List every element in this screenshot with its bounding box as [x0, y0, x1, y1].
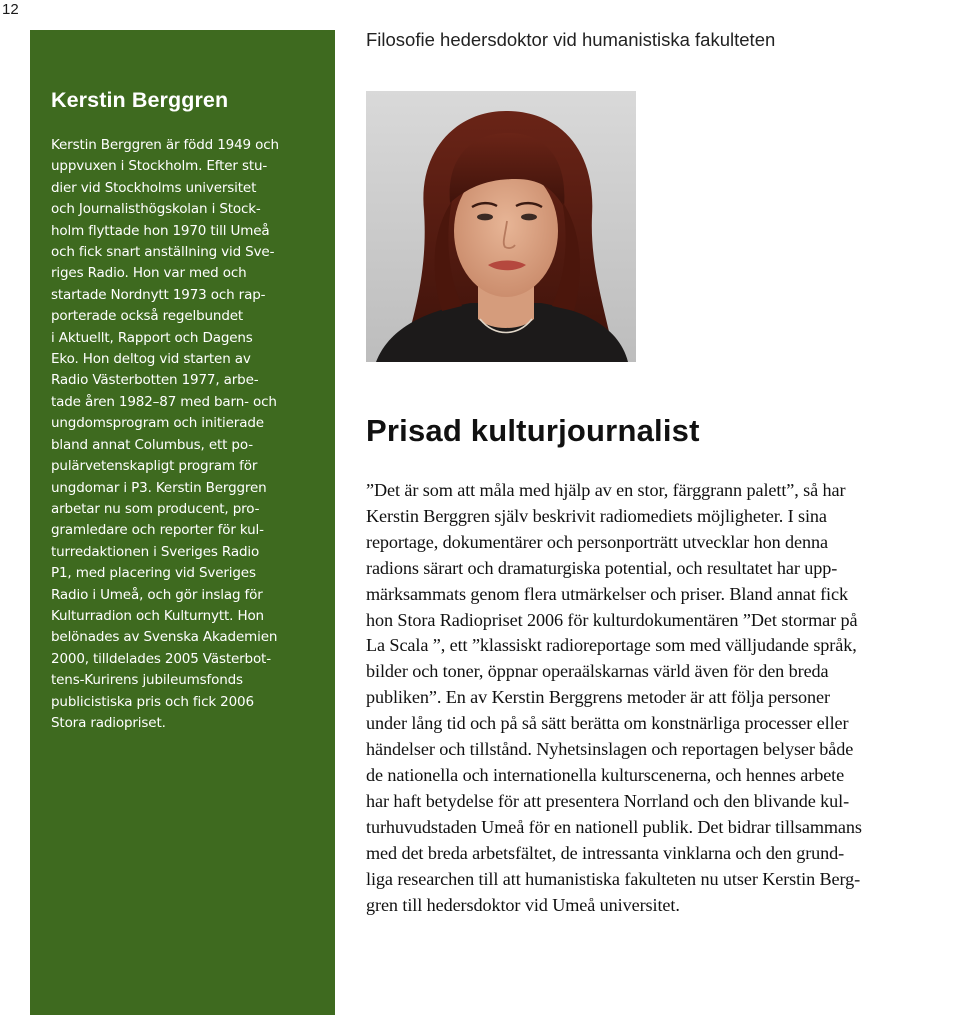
bio-line: riges Radio. Hon var med och — [51, 265, 247, 282]
bio-line: turredaktionen i Sveriges Radio — [51, 543, 260, 560]
bio-line: P1, med placering vid Sveriges — [51, 565, 256, 582]
body-line: under lång tid och på så sätt berätta om konstnärliga processer eller — [366, 713, 849, 734]
bio-line: tade åren 1982–87 med barn- och — [51, 393, 277, 410]
body-line: bilder och toner, öppnar operaälskarnas värld även för den breda — [366, 661, 829, 682]
bio-sidebar — [30, 30, 335, 1015]
body-line: hon Stora Radiopriset 2006 för kulturdokumentären ”Det stormar på — [366, 609, 858, 630]
running-head: Filosofie hedersdoktor vid humanistiska fakulteten — [366, 29, 776, 50]
bio-line: arbetar nu som producent, pro- — [51, 500, 260, 517]
bio-line: bland annat Columbus, ett po- — [51, 436, 253, 453]
body-line: turhuvudstaden Umeå för en nationell publik. Det bidrar tillsammans — [366, 816, 862, 837]
bio-line: Radio i Umeå, och gör inslag för — [51, 586, 263, 603]
body-line: publiken”. En av Kerstin Berggrens metoder är att följa personer — [366, 687, 830, 708]
body-line: gren till hedersdoktor vid Umeå universitet. — [366, 894, 680, 915]
body-line: Kerstin Berggren själv beskrivit radiomediets möjligheter. I sina — [366, 505, 827, 526]
bio-line: Radio Västerbotten 1977, arbe- — [51, 372, 259, 389]
bio-line: ungdomsprogram och initierade — [51, 415, 264, 432]
body-line: märksammats genom flera utmärkelser och priser. Bland annat fick — [366, 583, 848, 604]
bio-line: och fick snart anställning vid Sve- — [51, 244, 275, 261]
bio-line: och Journalisthögskolan i Stock- — [51, 201, 261, 218]
portrait-illustration — [366, 91, 636, 362]
body-line: La Scala ”, ett ”klassiskt radioreportage som med välljudande språk, — [366, 635, 857, 656]
bio-line: ungdomar i P3. Kerstin Berggren — [51, 479, 267, 496]
bio-line: uppvuxen i Stockholm. Efter stu- — [51, 158, 268, 175]
bio-line: Kulturradion och Kulturnytt. Hon — [51, 607, 264, 624]
bio-line: Kerstin Berggren är född 1949 och — [51, 137, 279, 153]
bio-line: gramledare och reporter för kul- — [51, 522, 264, 539]
bio-line: publicistiska pris och fick 2006 — [51, 693, 254, 710]
bio-line: porterade också regelbundet — [51, 308, 244, 325]
bio-line: pulärvetenskapligt program för — [51, 458, 258, 475]
bio-line: tens-Kurirens jubileumsfonds — [51, 672, 243, 689]
article-body — [366, 478, 862, 918]
page-number: 12 — [2, 1, 19, 18]
body-line: radions särart och dramaturgiska potential, och resultatet har upp- — [366, 557, 838, 578]
body-line: med det breda arbetsfältet, de intressanta vinklarna och den grund- — [366, 842, 845, 863]
bio-line: startade Nordnytt 1973 och rap- — [51, 286, 266, 303]
bio-line: Eko. Hon deltog vid starten av — [51, 351, 251, 368]
sidebar-bio — [51, 135, 315, 734]
body-line: reportage, dokumentärer och personporträtt utvecklar hon denna — [366, 531, 828, 552]
bio-line: 2000, tilldelades 2005 Västerbot- — [51, 650, 271, 667]
body-line: de nationella och internationella kulturscenerna, och hennes arbete — [366, 764, 845, 785]
sidebar-title: Kerstin Berggren — [51, 88, 229, 112]
body-line: har haft betydelse för att presentera Norrland och den blivande kul- — [366, 790, 850, 811]
bio-line: holm flyttade hon 1970 till Umeå — [51, 222, 270, 239]
bio-line: belönades av Svenska Akademien — [51, 629, 278, 646]
bio-line: Stora radiopriset. — [51, 714, 166, 731]
body-line: händelser och tillstånd. Nyhetsinslagen och reportagen belyser både — [366, 739, 854, 760]
portrait-photo — [366, 91, 636, 362]
body-line: ”Det är som att måla med hjälp av en stor, färggrann palett”, så har — [366, 480, 846, 500]
article-headline: Prisad kulturjournalist — [366, 413, 700, 448]
bio-line: dier vid Stockholms universitet — [51, 179, 257, 196]
body-line: liga researchen till att humanistiska fakulteten nu utser Kerstin Berg- — [366, 868, 861, 889]
bio-line: i Aktuellt, Rapport och Dagens — [51, 329, 253, 346]
